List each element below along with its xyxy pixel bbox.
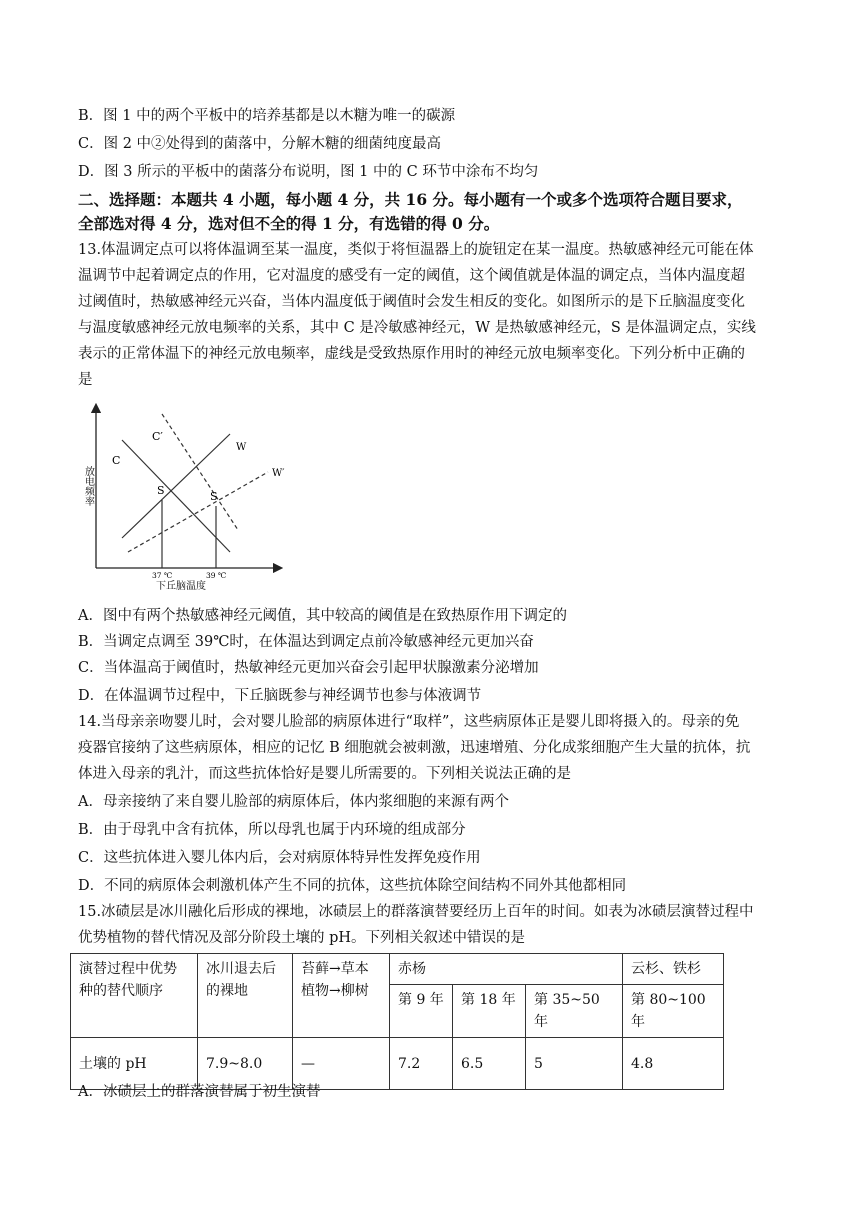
table-ph-18: 6.5 (453, 1038, 526, 1090)
q15-option-a: A．冰碛层上的群落演替属于初生演替 (78, 1084, 321, 1100)
table-year-9: 第 9 年 (390, 985, 453, 1038)
q13-option-b: B．当调定点调至 39℃时，在体温达到调定点前冷敏感神经元更加兴奋 (78, 634, 534, 650)
table-spruce: 云杉、铁杉 (623, 954, 724, 985)
q14-option-c: C．这些抗体进入婴儿体内后，会对病原体特异性发挥免疫作用 (78, 850, 481, 866)
option-d-prev: D．图 3 所示的平板中的菌落分布说明，图 1 中的 C 环节中涂布不均匀 (78, 164, 539, 180)
table-ph-35: 5 (526, 1038, 623, 1090)
q14-stem-line: 疫器官接纳了这些病原体，相应的记忆 B 细胞就会被刺激，迅速增殖、分化成浆细胞产生大量的抗体，抗 (78, 740, 751, 756)
table-bare-ground: 冰川退去后的裸地 (198, 954, 293, 1038)
q15-stem-line: 15.冰碛层是冰川融化后形成的裸地，冰碛层上的群落演替要经历上百年的时间。如表为冰碛层演替过程中 (78, 904, 754, 920)
label-c-prime: C′ (152, 430, 163, 443)
table-ph-label: 土壤的 pH (71, 1038, 198, 1090)
q13-stem-line: 是 (78, 372, 93, 388)
q13-stem-line: 表示的正常体温下的神经元放电频率，虚线是受致热原作用时的神经元放电频率变化。下列分析中正确的 (78, 346, 745, 362)
section-heading-line2: 全部选对得 4 分，选对但不全的得 1 分，有选错的得 0 分。 (78, 214, 500, 233)
q13-option-a: A．图中有两个热敏感神经元阈值，其中较高的阈值是在致热原作用下调定的 (78, 608, 567, 624)
curve-w (122, 434, 230, 538)
q15-stem-line: 优势植物的替代情况及部分阶段土壤的 pH。下列相关叙述中错误的是 (78, 930, 526, 946)
q14-option-d: D．不同的病原体会刺激机体产生不同的抗体，这些抗体除空间结构不同外其他都相同 (78, 878, 627, 894)
table-header-label: 演替过程中优势种的替代顺序 (71, 954, 198, 1038)
table-year-18: 第 18 年 (453, 985, 526, 1038)
q13-stem-line: 13.体温调定点可以将体温调至某一温度，类似于将恒温器上的旋钮定在某一温度。热敏感神经元可能在体 (78, 242, 754, 258)
y-axis-label: 放电频率 (82, 466, 94, 506)
succession-table (70, 953, 724, 1090)
q14-stem-line: 体进入母亲的乳汁，而这些抗体恰好是婴儿所需要的。下列相关说法正确的是 (78, 766, 571, 782)
curve-c-prime (162, 414, 238, 530)
table-ph-80: 4.8 (623, 1038, 724, 1090)
label-s1: S (157, 484, 165, 497)
q13-graph (82, 402, 314, 592)
option-b-prev: B．图 1 中的两个平板中的培养基都是以木糖为唯一的碳源 (78, 108, 456, 124)
label-w-prime: W′ (272, 468, 285, 479)
q13-option-c: C．当体温高于阈值时，热敏神经元更加兴奋会引起甲状腺激素分泌增加 (78, 660, 539, 676)
label-s2: S (210, 490, 218, 503)
section-heading-line1: 二、选择题：本题共 4 小题，每小题 4 分，共 16 分。每小题有一个或多个选项符合题目要求， (78, 190, 743, 209)
table-alder: 赤杨 (390, 954, 623, 985)
q14-option-a: A．母亲接纳了来自婴儿脸部的病原体后，体内浆细胞的来源有两个 (78, 794, 509, 810)
tick-37: 37 ℃ (152, 571, 173, 580)
table-ph-bare: 7.9~8.0 (198, 1038, 293, 1090)
q13-option-d: D．在体温调节过程中，下丘脑既参与神经调节也参与体液调节 (78, 688, 482, 704)
table-ph-moss: — (293, 1038, 390, 1090)
table-moss-stage: 苔藓→草本植物→柳树 (293, 954, 390, 1038)
label-c: C (112, 454, 121, 467)
table-year-35: 第 35~50 年 (526, 985, 623, 1038)
table-ph-9: 7.2 (390, 1038, 453, 1090)
table-year-80: 第 80~100 年 (623, 985, 724, 1038)
q13-stem-line: 温调节中起着调定点的作用，它对温度的感受有一定的阈值，这个阈值就是体温的调定点，当体内温度超 (78, 268, 745, 284)
option-c-prev: C．图 2 中②处得到的菌落中，分解木糖的细菌纯度最高 (78, 136, 442, 152)
q14-option-b: B．由于母乳中含有抗体，所以母乳也属于内环境的组成部分 (78, 822, 466, 838)
q14-stem-line: 14.当母亲亲吻婴儿时，会对婴儿脸部的病原体进行“取样”，这些病原体正是婴儿即将摄入的。母亲的免 (78, 714, 740, 730)
q13-stem-line: 过阈值时，热敏感神经元兴奋，当体内温度低于阈值时会发生相反的变化。如图所示的是下丘脑温度变化 (78, 294, 745, 310)
x-axis-label: 下丘脑温度 (156, 581, 206, 592)
tick-39: 39 ℃ (206, 571, 227, 580)
q13-stem-line: 与温度敏感神经元放电频率的关系，其中 C 是冷敏感神经元，W 是热敏感神经元，S 是体温调定点，实线 (78, 320, 756, 336)
label-w: W (236, 442, 247, 453)
